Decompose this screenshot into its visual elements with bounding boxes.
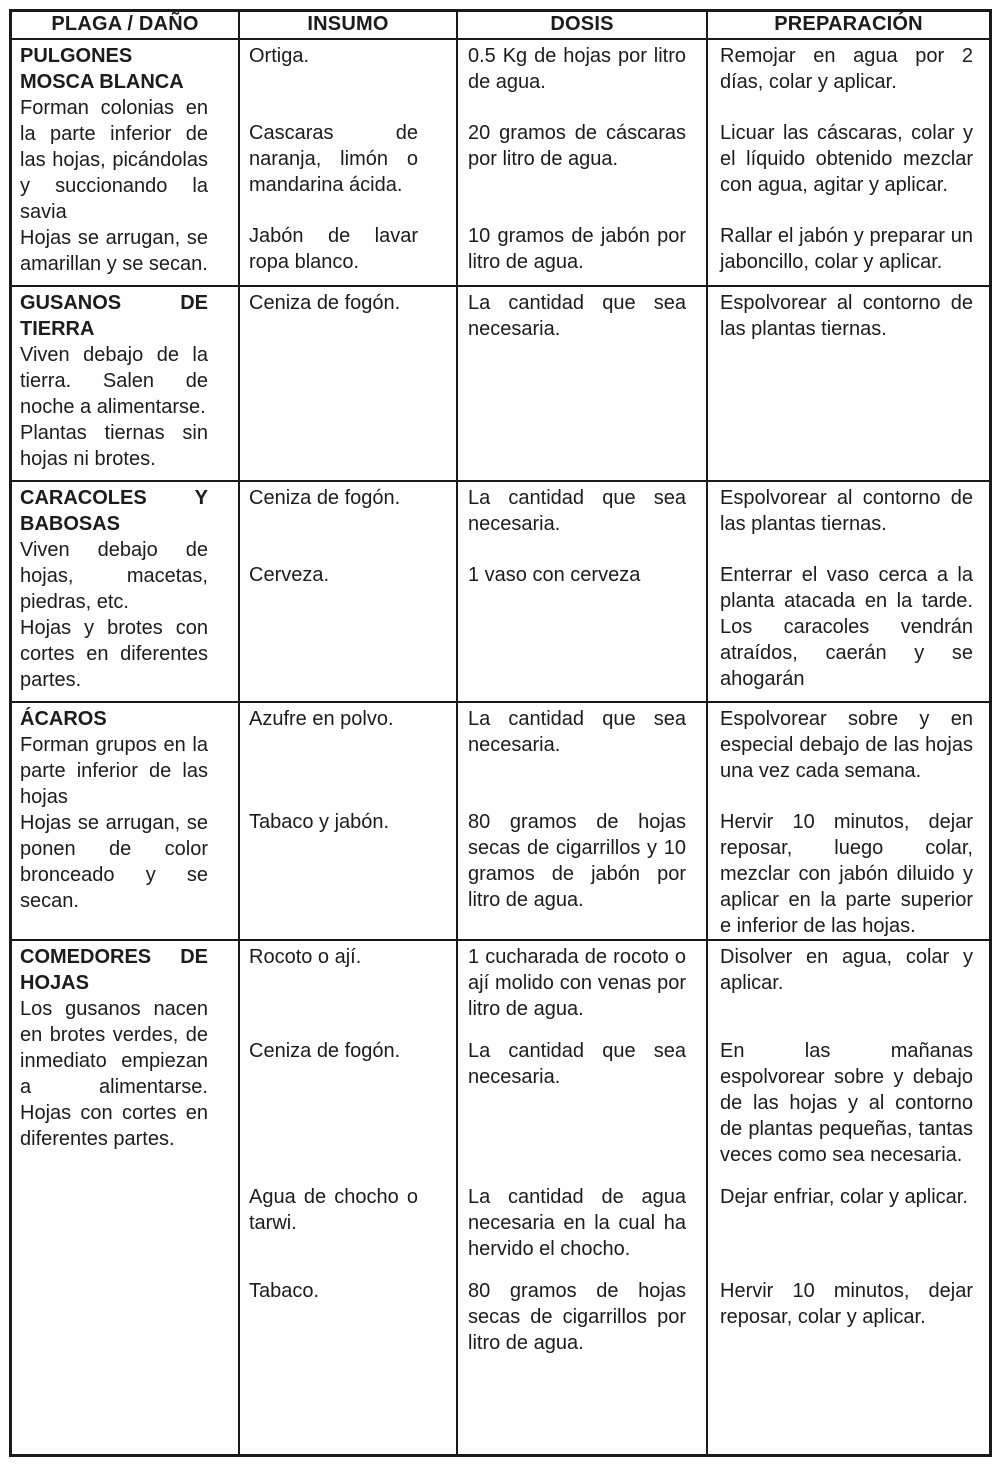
pest-remedies-table	[9, 9, 992, 1457]
remedy-entry	[238, 198, 989, 285]
preparacion-cell: Espolvorear sobre y en especial debajo de las hojas una vez cada semana.	[706, 703, 989, 784]
dosis-cell: 1 vaso con cerveza	[456, 537, 706, 701]
remedy-entry	[238, 1022, 989, 1168]
dosis-cell: 0.5 Kg de hojas por litro de agua.	[456, 40, 706, 95]
preparacion-cell: Rallar el jabón y preparar un jaboncillo, colar y aplicar.	[706, 198, 989, 285]
pest-title-line: GUSANOS DE	[20, 292, 208, 314]
pest-title-line: TIERRA	[20, 318, 95, 340]
row-caracoles-y-babosas	[12, 480, 989, 701]
pest-title-line: COMEDORES DE	[20, 946, 208, 968]
header-cell-dosis: DOSIS	[456, 12, 706, 38]
dosis-cell: La cantidad que sea necesaria.	[456, 703, 706, 784]
pest-title-line: HOJAS	[20, 972, 89, 994]
pest-description: Hojas con cortes en diferentes partes.	[20, 1102, 208, 1150]
insumo-cell: Ceniza de fogón.	[238, 482, 456, 537]
header-cell-plaga: PLAGA / DAÑO	[51, 13, 199, 35]
remedy-entries	[238, 287, 989, 480]
preparacion-cell: Enterrar el vaso cerca a la planta atacada en la tarde. Los caracoles vendrán atraídos, caerán y se ahogarán	[706, 537, 989, 701]
preparacion-cell: Hervir 10 minutos, dejar reposar, colar y aplicar.	[706, 1262, 989, 1454]
preparacion-cell: Espolvorear al contorno de las plantas tiernas.	[706, 482, 989, 537]
row-comedores-de-hojas	[12, 939, 989, 1454]
header-cell-insumo: INSUMO	[238, 12, 456, 38]
insumo-cell: Ceniza de fogón.	[238, 1022, 456, 1168]
pest-description: Hojas se arrugan, se ponen de color bronceado y se secan.	[20, 812, 208, 912]
remedy-entries	[238, 40, 989, 285]
remedy-entry	[238, 703, 989, 784]
insumo-cell: Cascaras de naranja, limón o mandarina ácida.	[238, 95, 456, 198]
insumo-cell: Azufre en polvo.	[238, 703, 456, 784]
insumo-cell: Tabaco.	[238, 1262, 456, 1454]
dosis-cell: 10 gramos de jabón por litro de agua.	[456, 198, 706, 285]
pest-description: Viven debajo de hojas, macetas, piedras, etc.	[20, 539, 208, 613]
remedy-entry	[238, 1168, 989, 1262]
insumo-cell: Ortiga.	[238, 40, 456, 95]
plaga-cell	[12, 40, 238, 285]
insumo-cell: Agua de chocho o tarwi.	[238, 1168, 456, 1262]
dosis-cell: La cantidad que sea necesaria.	[456, 287, 706, 480]
preparacion-cell: Disolver en agua, colar y aplicar.	[706, 941, 989, 1022]
pest-title-line: CARACOLES Y	[20, 487, 208, 509]
row-pulgones-mosca-blanca	[12, 38, 989, 285]
plaga-cell	[12, 482, 238, 701]
preparacion-cell: Hervir 10 minutos, dejar reposar, luego colar, mezclar con jabón diluido y aplicar en la parte superior e inferior de las hojas.	[706, 784, 989, 939]
pest-description: Forman grupos en la parte inferior de las hojas	[20, 734, 208, 808]
dosis-cell: La cantidad que sea necesaria.	[456, 1022, 706, 1168]
remedy-entries	[238, 941, 989, 1454]
row-acaros	[12, 701, 989, 939]
pest-description: Forman colonias en la parte inferior de las hojas, picándolas y succionando la savia	[20, 97, 208, 223]
insumo-cell: Ceniza de fogón.	[238, 287, 456, 480]
remedy-entries	[238, 703, 989, 939]
dosis-cell: 80 gramos de hojas secas de cigarrillos por litro de agua.	[456, 1262, 706, 1454]
insumo-cell: Tabaco y jabón.	[238, 784, 456, 939]
remedy-entry	[238, 784, 989, 939]
pest-description: Viven debajo de la tierra. Salen de noche a alimentarse.	[20, 344, 208, 418]
insumo-cell: Cerveza.	[238, 537, 456, 701]
preparacion-cell: Remojar en agua por 2 días, colar y aplicar.	[706, 40, 989, 95]
remedy-entry	[238, 537, 989, 701]
pest-title-line: PULGONES	[20, 45, 133, 67]
dosis-cell: 80 gramos de hojas secas de cigarrillos y 10 gramos de jabón por litro de agua.	[456, 784, 706, 939]
dosis-cell: La cantidad que sea necesaria.	[456, 482, 706, 537]
remedy-entry	[238, 941, 989, 1022]
remedy-entry	[238, 95, 989, 198]
remedy-entry	[238, 287, 989, 480]
plaga-cell	[12, 287, 238, 480]
pest-title-line: MOSCA BLANCA	[20, 71, 184, 93]
dosis-cell: La cantidad de agua necesaria en la cual ha hervido el chocho.	[456, 1168, 706, 1262]
remedy-entry	[238, 482, 989, 537]
pest-description: Los gusanos nacen en brotes verdes, de inmediato empiezan a alimentarse.	[20, 998, 208, 1098]
preparacion-cell: Dejar enfriar, colar y aplicar.	[706, 1168, 989, 1262]
pest-title-line: BABOSAS	[20, 513, 121, 535]
pest-description: Plantas tiernas sin hojas ni brotes.	[20, 422, 208, 470]
table-header-row	[12, 12, 989, 38]
dosis-cell: 20 gramos de cáscaras por litro de agua.	[456, 95, 706, 198]
pest-description: Hojas se arrugan, se amarillan y se secan.	[20, 227, 208, 275]
remedy-entry	[238, 1262, 989, 1454]
pest-title-line: ÁCAROS	[20, 708, 107, 730]
preparacion-cell: Licuar las cáscaras, colar y el líquido obtenido mezclar con agua, agitar y aplicar.	[706, 95, 989, 198]
pest-description: Hojas y brotes con cortes en diferentes partes.	[20, 617, 208, 691]
preparacion-cell: En las mañanas espolvorear sobre y debajo de las hojas y al contorno de plantas pequeñas, tantas veces como sea necesaria.	[706, 1022, 989, 1168]
remedy-entry	[238, 40, 989, 95]
header-cell-preparacion: PREPARACIÓN	[706, 12, 989, 38]
row-gusanos-de-tierra	[12, 285, 989, 480]
dosis-cell: 1 cucharada de rocoto o ají molido con venas por litro de agua.	[456, 941, 706, 1022]
insumo-cell: Jabón de lavar ropa blanco.	[238, 198, 456, 285]
preparacion-cell: Espolvorear al contorno de las plantas tiernas.	[706, 287, 989, 480]
plaga-cell	[12, 941, 238, 1454]
plaga-cell	[12, 703, 238, 939]
insumo-cell: Rocoto o ají.	[238, 941, 456, 1022]
remedy-entries	[238, 482, 989, 701]
